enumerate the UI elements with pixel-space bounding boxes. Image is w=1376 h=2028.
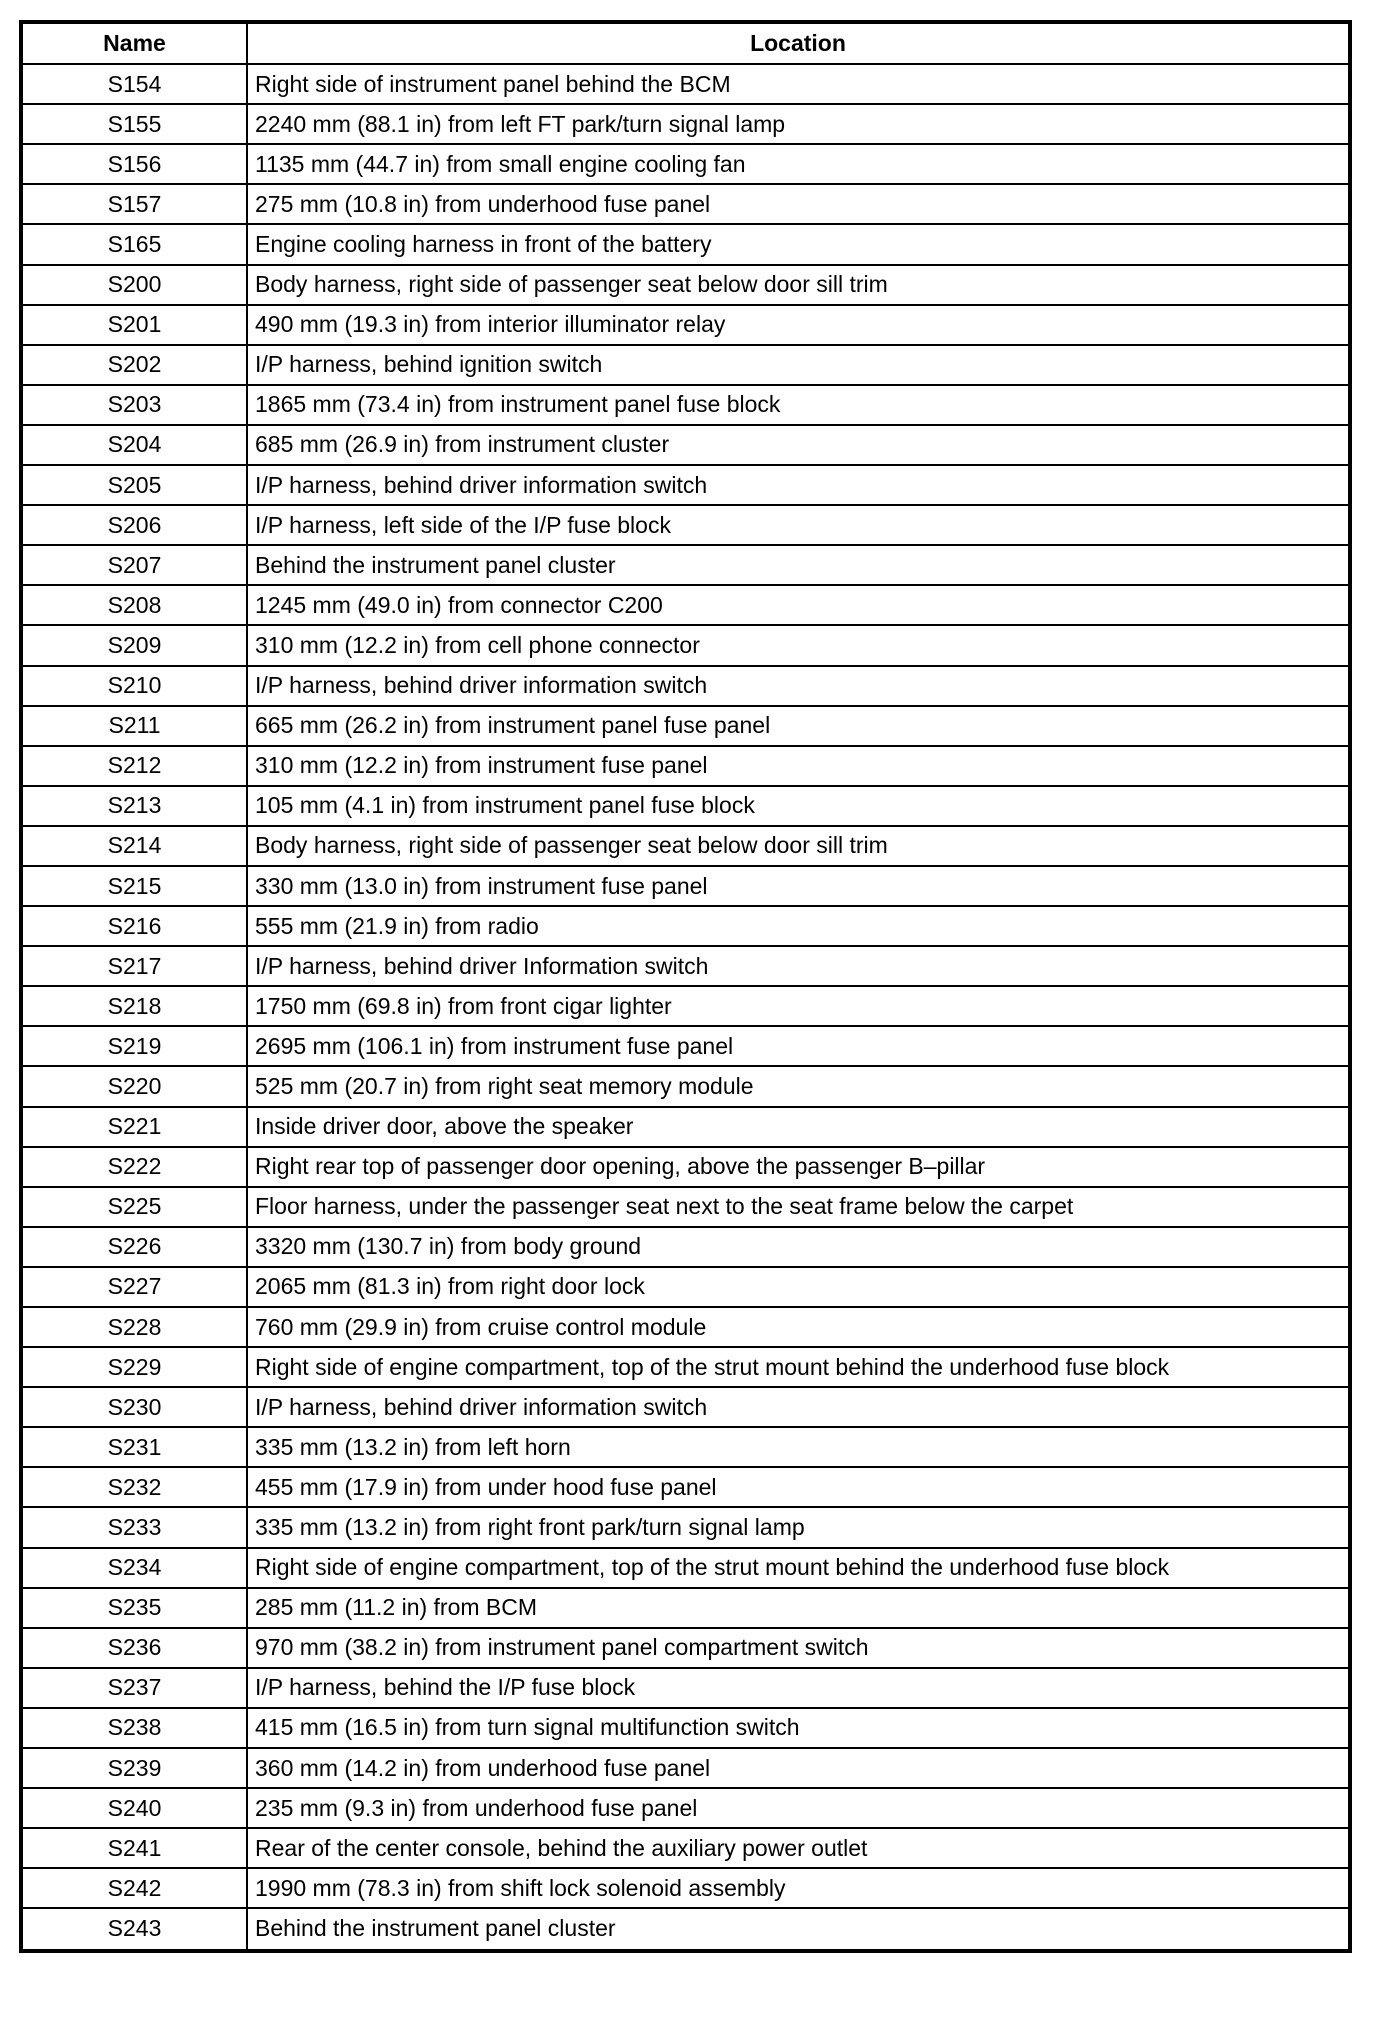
splice-location-cell: 310 mm (12.2 in) from instrument fuse panel	[247, 746, 1348, 786]
splice-location-cell: 310 mm (12.2 in) from cell phone connector	[247, 625, 1348, 665]
table-row	[23, 144, 1348, 184]
splice-location-cell: 285 mm (11.2 in) from BCM	[247, 1588, 1348, 1628]
splice-name-cell: S219	[23, 1026, 247, 1066]
splice-location-cell: Body harness, right side of passenger seat below door sill trim	[247, 265, 1348, 305]
splice-location-cell: Right side of engine compartment, top of the strut mount behind the underhood fuse block	[247, 1347, 1348, 1387]
splice-name-cell: S207	[23, 545, 247, 585]
splice-location-cell: 360 mm (14.2 in) from underhood fuse panel	[247, 1748, 1348, 1788]
table-row	[23, 425, 1348, 465]
splice-name-cell: S235	[23, 1588, 247, 1628]
splice-name-cell: S165	[23, 224, 247, 264]
splice-location-cell: 525 mm (20.7 in) from right seat memory module	[247, 1066, 1348, 1106]
table-row	[23, 345, 1348, 385]
splice-name-cell: S220	[23, 1066, 247, 1106]
table-row	[23, 1868, 1348, 1908]
table-row	[23, 1387, 1348, 1427]
splice-name-cell: S208	[23, 585, 247, 625]
splice-name-cell: S203	[23, 385, 247, 425]
splice-location-cell: 335 mm (13.2 in) from left horn	[247, 1427, 1348, 1467]
splice-name-cell: S222	[23, 1147, 247, 1187]
splice-location-cell: 235 mm (9.3 in) from underhood fuse panel	[247, 1788, 1348, 1828]
splice-location-cell: 1135 mm (44.7 in) from small engine cooling fan	[247, 144, 1348, 184]
table-body	[23, 64, 1348, 1948]
table-row	[23, 666, 1348, 706]
splice-location-cell: Behind the instrument panel cluster	[247, 545, 1348, 585]
splice-location-cell: I/P harness, behind driver information switch	[247, 666, 1348, 706]
splice-name-cell: S156	[23, 144, 247, 184]
splice-location-cell: I/P harness, behind the I/P fuse block	[247, 1668, 1348, 1708]
splice-location-cell: I/P harness, behind driver information switch	[247, 1387, 1348, 1427]
splice-name-cell: S206	[23, 505, 247, 545]
splice-location-cell: I/P harness, behind ignition switch	[247, 345, 1348, 385]
splice-name-cell: S234	[23, 1548, 247, 1588]
splice-name-cell: S215	[23, 866, 247, 906]
splice-name-cell: S226	[23, 1227, 247, 1267]
splice-name-cell: S212	[23, 746, 247, 786]
table-row	[23, 746, 1348, 786]
splice-name-cell: S236	[23, 1628, 247, 1668]
splice-location-cell: Behind the instrument panel cluster	[247, 1908, 1348, 1948]
table-row	[23, 1788, 1348, 1828]
splice-location-cell: 555 mm (21.9 in) from radio	[247, 906, 1348, 946]
splice-location-cell: 970 mm (38.2 in) from instrument panel compartment switch	[247, 1628, 1348, 1668]
splice-name-cell: S238	[23, 1708, 247, 1748]
splice-location-cell: 2065 mm (81.3 in) from right door lock	[247, 1267, 1348, 1307]
splice-name-cell: S204	[23, 425, 247, 465]
splice-location-cell: 455 mm (17.9 in) from under hood fuse panel	[247, 1467, 1348, 1507]
splice-location-cell: 105 mm (4.1 in) from instrument panel fuse block	[247, 786, 1348, 826]
splice-name-cell: S242	[23, 1868, 247, 1908]
table-row	[23, 1066, 1348, 1106]
table-row	[23, 465, 1348, 505]
splice-location-cell: I/P harness, behind driver information switch	[247, 465, 1348, 505]
table-row	[23, 184, 1348, 224]
splice-location-cell: 1990 mm (78.3 in) from shift lock solenoid assembly	[247, 1868, 1348, 1908]
table-row	[23, 505, 1348, 545]
splice-location-cell: 685 mm (26.9 in) from instrument cluster	[247, 425, 1348, 465]
splice-name-cell: S216	[23, 906, 247, 946]
table-row	[23, 1588, 1348, 1628]
table-row	[23, 986, 1348, 1026]
table-row	[23, 104, 1348, 144]
splice-name-cell: S210	[23, 666, 247, 706]
splice-name-cell: S233	[23, 1507, 247, 1547]
splice-location-cell: Right side of engine compartment, top of the strut mount behind the underhood fuse block	[247, 1548, 1348, 1588]
splice-name-cell: S155	[23, 104, 247, 144]
splice-name-cell: S227	[23, 1267, 247, 1307]
table-row	[23, 906, 1348, 946]
splice-location-cell: Right side of instrument panel behind the BCM	[247, 64, 1348, 104]
table-row	[23, 1507, 1348, 1547]
splice-name-cell: S217	[23, 946, 247, 986]
splice-location-cell: I/P harness, behind driver Information switch	[247, 946, 1348, 986]
table-header-row	[23, 24, 1348, 64]
splice-location-cell: 335 mm (13.2 in) from right front park/turn signal lamp	[247, 1507, 1348, 1547]
splice-name-cell: S211	[23, 706, 247, 746]
table-row	[23, 1467, 1348, 1507]
splice-location-cell: Right rear top of passenger door opening, above the passenger B–pillar	[247, 1147, 1348, 1187]
table-row	[23, 1628, 1348, 1668]
table-row	[23, 946, 1348, 986]
table-row	[23, 1347, 1348, 1387]
splice-name-cell: S213	[23, 786, 247, 826]
splice-name-cell: S221	[23, 1107, 247, 1147]
table-row	[23, 385, 1348, 425]
table-row	[23, 1107, 1348, 1147]
splice-name-cell: S202	[23, 345, 247, 385]
table-row	[23, 224, 1348, 264]
splice-name-cell: S239	[23, 1748, 247, 1788]
splice-location-cell: 2695 mm (106.1 in) from instrument fuse panel	[247, 1026, 1348, 1066]
splice-name-cell: S157	[23, 184, 247, 224]
splice-location-cell: I/P harness, left side of the I/P fuse block	[247, 505, 1348, 545]
table-row	[23, 585, 1348, 625]
splice-name-cell: S218	[23, 986, 247, 1026]
table-row	[23, 1668, 1348, 1708]
table-row	[23, 1026, 1348, 1066]
table-row	[23, 1187, 1348, 1227]
table-row	[23, 625, 1348, 665]
splice-location-cell: 2240 mm (88.1 in) from left FT park/turn signal lamp	[247, 104, 1348, 144]
splice-location-cell: 1750 mm (69.8 in) from front cigar lighter	[247, 986, 1348, 1026]
splice-location-cell: 760 mm (29.9 in) from cruise control module	[247, 1307, 1348, 1347]
table-row	[23, 706, 1348, 746]
table-row	[23, 1748, 1348, 1788]
splice-location-cell: 330 mm (13.0 in) from instrument fuse panel	[247, 866, 1348, 906]
splice-name-cell: S229	[23, 1347, 247, 1387]
splice-location-cell: 1245 mm (49.0 in) from connector C200	[247, 585, 1348, 625]
column-header-name: Name	[23, 24, 247, 64]
table-row	[23, 1307, 1348, 1347]
splice-location-table-frame	[19, 20, 1352, 1953]
table-row	[23, 826, 1348, 866]
splice-location-cell: Floor harness, under the passenger seat next to the seat frame below the carpet	[247, 1187, 1348, 1227]
splice-location-table	[23, 24, 1348, 1949]
splice-name-cell: S231	[23, 1427, 247, 1467]
table-row	[23, 265, 1348, 305]
table-row	[23, 64, 1348, 104]
splice-location-cell: Engine cooling harness in front of the battery	[247, 224, 1348, 264]
splice-location-cell: Body harness, right side of passenger seat below door sill trim	[247, 826, 1348, 866]
splice-location-cell: 665 mm (26.2 in) from instrument panel fuse panel	[247, 706, 1348, 746]
splice-name-cell: S241	[23, 1828, 247, 1868]
table-row	[23, 1828, 1348, 1868]
splice-location-cell: 275 mm (10.8 in) from underhood fuse panel	[247, 184, 1348, 224]
table-row	[23, 305, 1348, 345]
table-row	[23, 1227, 1348, 1267]
splice-name-cell: S201	[23, 305, 247, 345]
splice-location-cell: 1865 mm (73.4 in) from instrument panel fuse block	[247, 385, 1348, 425]
splice-name-cell: S240	[23, 1788, 247, 1828]
splice-location-cell: 490 mm (19.3 in) from interior illuminator relay	[247, 305, 1348, 345]
splice-name-cell: S154	[23, 64, 247, 104]
splice-name-cell: S205	[23, 465, 247, 505]
table-row	[23, 866, 1348, 906]
table-row	[23, 786, 1348, 826]
splice-location-cell: 415 mm (16.5 in) from turn signal multifunction switch	[247, 1708, 1348, 1748]
splice-location-cell: 3320 mm (130.7 in) from body ground	[247, 1227, 1348, 1267]
splice-name-cell: S214	[23, 826, 247, 866]
table-row	[23, 1147, 1348, 1187]
splice-location-cell: Inside driver door, above the speaker	[247, 1107, 1348, 1147]
table-row	[23, 1267, 1348, 1307]
table-row	[23, 1548, 1348, 1588]
column-header-location: Location	[247, 24, 1348, 64]
table-row	[23, 1708, 1348, 1748]
splice-name-cell: S228	[23, 1307, 247, 1347]
splice-name-cell: S232	[23, 1467, 247, 1507]
splice-name-cell: S200	[23, 265, 247, 305]
splice-name-cell: S243	[23, 1908, 247, 1948]
table-row	[23, 1908, 1348, 1948]
splice-name-cell: S225	[23, 1187, 247, 1227]
table-row	[23, 1427, 1348, 1467]
splice-location-cell: Rear of the center console, behind the auxiliary power outlet	[247, 1828, 1348, 1868]
splice-name-cell: S230	[23, 1387, 247, 1427]
splice-name-cell: S209	[23, 625, 247, 665]
splice-name-cell: S237	[23, 1668, 247, 1708]
table-row	[23, 545, 1348, 585]
